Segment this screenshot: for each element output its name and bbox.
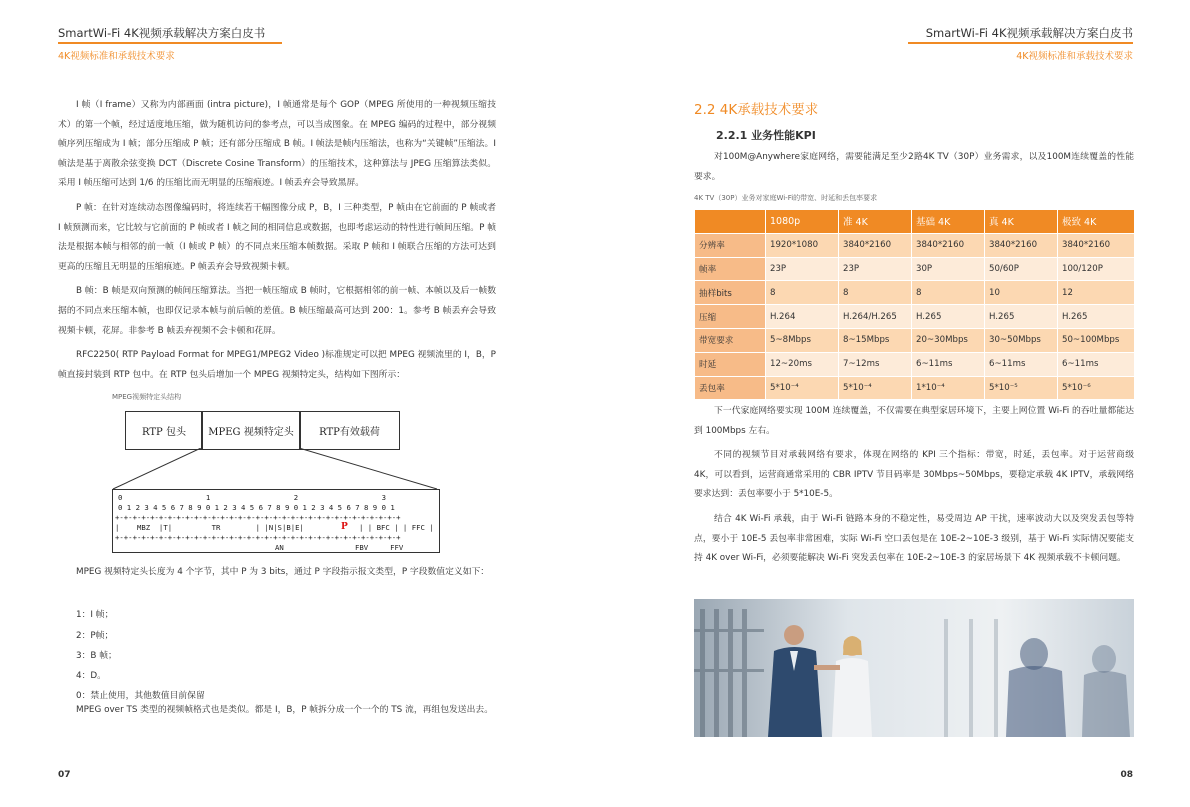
table-cell: 20~30Mbps — [912, 328, 985, 352]
table-header-cell: 真 4K — [985, 210, 1058, 234]
table-header-cell — [695, 210, 766, 234]
right-header-subtitle: 4K视频标准和承载技术要求 — [1016, 51, 1133, 62]
paragraph-coverage: 下一代家庭网络要实现 100M 连续覆盖，不仅需要在典型家居环境下，主要上网位置 Wi-Fi 的吞吐量都能达到 100Mbps 左右。 — [694, 406, 1134, 436]
section-title: 2.2 4K承载技术要求 — [694, 102, 819, 118]
table-cell: 10 — [985, 281, 1058, 305]
paragraph-p-frame: P 帧：在针对连续动态图像编码时，将连续若干幅图像分成 P，B，I 三种类型，P 帧由在它前面的 P 帧或者 I 帧预测而来，它比较与它前面的 P 帧或者 I 帧之间的相同信息或数据，也即考虑运动的特性进行帧间压缩。P 帧法是根据本帧与相邻的前一帧（I 帧或 P 帧）的不同点来压缩本帧数据。采取 P 帧和 I 帧联合压缩的方法可达到更高的压缩且无明显的压缩痕迹。P 帧丢弃会导致视频卡顿。 — [58, 202, 496, 272]
row-label: 抽样bits — [695, 281, 766, 305]
table-row — [695, 305, 1135, 329]
left-body-top — [58, 96, 496, 385]
table-header-row — [695, 210, 1135, 234]
table-row — [695, 257, 1135, 281]
left-header-divider — [58, 42, 282, 44]
rtp-header-box: RTP 包头 — [125, 411, 203, 450]
left-body-bottom — [58, 563, 496, 583]
table-cell: 7~12ms — [839, 352, 912, 376]
table-row — [695, 233, 1135, 257]
table-cell: 8 — [839, 281, 912, 305]
table-cell: 5*10⁻⁴ — [839, 376, 912, 400]
table-cell: 6~11ms — [912, 352, 985, 376]
row-label: 帧率 — [695, 257, 766, 281]
paragraph-kpi: 不同的视频节目对承载网络有要求，体现在网络的 KPI 三个指标：带宽，时延，丢包率。对于运营商级 4K，可以看到，运营商通常采用的 CBR IPTV 节目码率是 30Mbps~50Mbps，要稳定承载 4K IPTV，承载网络要求达到：丢包率要小于 5*10E-5。 — [694, 450, 1134, 500]
table-row — [695, 328, 1135, 352]
table-cell: 6~11ms — [985, 352, 1058, 376]
table-cell: 100/120P — [1058, 257, 1135, 281]
bit-label-fbv-ffv: FBV FFV — [355, 543, 404, 552]
figure-expansion-lines — [110, 448, 440, 490]
table-cell: 3840*2160 — [1058, 233, 1135, 257]
table-row — [695, 281, 1135, 305]
row-label: 带宽要求 — [695, 328, 766, 352]
table-cell: 8 — [912, 281, 985, 305]
bit-fields-b: | | BFC | | FFC | — [359, 523, 434, 532]
table-cell: 5*10⁻⁶ — [1058, 376, 1135, 400]
table-cell: 30~50Mbps — [985, 328, 1058, 352]
row-label: 分辨率 — [695, 233, 766, 257]
intro-paragraph: 对100M@Anywhere家庭网络，需要能满足至少2路4K TV（30P）业务需求，以及100M连续覆盖的性能要求。 — [694, 152, 1134, 182]
row-label: 时延 — [695, 352, 766, 376]
right-page-number: 08 — [1120, 770, 1133, 780]
bit-ruler-tens: 0 1 2 3 — [118, 493, 386, 502]
table-caption: 4K TV（30P）业务对家庭Wi-Fi的带宽、时延和丢包率要求 — [694, 194, 878, 202]
table-cell: 1920*1080 — [766, 233, 839, 257]
kpi-table — [694, 209, 1135, 400]
list-item: 4：D。 — [76, 671, 106, 681]
bit-border-bottom: +-+-+-+-+-+-+-+-+-+-+-+-+-+-+-+-+-+-+-+-+-+-+-+-+-+-+-+-+-+-+-+-+ — [115, 533, 401, 542]
office-people-photo — [694, 599, 1134, 737]
bit-field-p: P — [341, 522, 348, 532]
paragraph-wifi-loss: 结合 4K Wi-Fi 承载，由于 Wi-Fi 链路本身的不稳定性，易受周边 AP 干扰，速率波动大以及突发丢包等特点，要小于 10E-5 丢包率非常困难，实际 Wi-Fi 空口丢包是在 10E-2~10E-3 级别，基于 Wi-Fi 实际情况要能支持 4K over Wi-Fi，必须要能解决 Wi-Fi 突发丢包率在 10E-2~10E-3 的家居场景下 4K 视频承载不卡顿问题。 — [694, 513, 1134, 564]
table-cell: 23P — [839, 257, 912, 281]
left-header-subtitle: 4K视频标准和承载技术要求 — [58, 51, 175, 62]
left-page-number: 07 — [58, 770, 71, 780]
table-cell: 3840*2160 — [912, 233, 985, 257]
row-label: 丢包率 — [695, 376, 766, 400]
table-cell: 5~8Mbps — [766, 328, 839, 352]
rtp-payload-box: RTP有效载荷 — [299, 411, 400, 450]
paragraph-p-field: MPEG 视频特定头长度为 4 个字节，其中 P 为 3 bits，通过 P 字段指示报文类型，P 字段数值定义如下： — [76, 567, 490, 577]
header-bit-diagram — [112, 489, 440, 553]
table-cell: 12~20ms — [766, 352, 839, 376]
table-cell: 30P — [912, 257, 985, 281]
list-item: 1：I 帧； — [76, 610, 114, 620]
table-cell: H.265 — [912, 305, 985, 329]
table-cell: 5*10⁻⁴ — [766, 376, 839, 400]
table-cell: 50~100Mbps — [1058, 328, 1135, 352]
table-cell: H.264/H.265 — [839, 305, 912, 329]
table-header-cell: 1080p — [766, 210, 839, 234]
table-cell: 8 — [766, 281, 839, 305]
table-cell: 6~11ms — [1058, 352, 1135, 376]
table-cell: 5*10⁻⁵ — [985, 376, 1058, 400]
bit-fields-a: | MBZ |T| TR | |N|S|B|E| — [115, 523, 304, 532]
table-row — [695, 376, 1135, 400]
list-item: 3：B 帧； — [76, 651, 117, 661]
right-header-title: SmartWi-Fi 4K视频承载解决方案白皮书 — [925, 26, 1133, 40]
row-label: 压缩 — [695, 305, 766, 329]
figure-caption: MPEG视频特定头结构 — [112, 393, 182, 401]
right-body — [694, 402, 1134, 569]
table-cell: H.264 — [766, 305, 839, 329]
list-item: 0：禁止使用，其他数值目前保留 — [76, 691, 205, 701]
table-cell: 23P — [766, 257, 839, 281]
right-header-divider — [908, 42, 1133, 44]
table-header-cell: 准 4K — [839, 210, 912, 234]
paragraph-mpeg-ts: MPEG over TS 类型的视频帧格式也是类似。都是 I，B，P 帧拆分成一个一个的 TS 流，再组包发送出去。 — [76, 705, 493, 715]
bit-border-top: +-+-+-+-+-+-+-+-+-+-+-+-+-+-+-+-+-+-+-+-+-+-+-+-+-+-+-+-+-+-+-+-+ — [115, 513, 401, 522]
table-header-cell: 基础 4K — [912, 210, 985, 234]
left-header-title: SmartWi-Fi 4K视频承载解决方案白皮书 — [58, 26, 266, 40]
table-cell: H.265 — [1058, 305, 1135, 329]
table-cell: 1*10⁻⁴ — [912, 376, 985, 400]
right-intro-block — [694, 148, 1134, 187]
list-item: 2：P帧； — [76, 631, 114, 641]
table-cell: H.265 — [985, 305, 1058, 329]
left-body-last — [58, 701, 496, 721]
table-cell: 3840*2160 — [839, 233, 912, 257]
bit-label-an: AN — [275, 543, 284, 552]
table-cell: 12 — [1058, 281, 1135, 305]
table-cell: 8~15Mbps — [839, 328, 912, 352]
paragraph-i-frame: I 帧（I frame）又称为内部画面 (intra picture)，I 帧通常是每个 GOP（MPEG 所使用的一种视频压缩技术）的第一个帧，经过适度地压缩，做为随机访问的参考点，可以当成图象。在 MPEG 编码的过程中，部分视频帧序列压缩成为 I 帧；部分压缩成 P 帧；还有部分压缩成 B 帧。I 帧法是帧内压缩法，也称为“关键帧”压缩法。I 帧法是基于离散余弦变换 DCT（Discrete Cosine Transform）的压缩技术，这种算法与 JPEG 压缩算法类似。采用 I 帧压缩可达到 1/6 的压缩比而无明显的压缩痕迹。I 帧丢弃会导致黑屏。 — [58, 100, 496, 189]
table-row — [695, 352, 1135, 376]
paragraph-rfc2250: RFC2250( RTP Payload Format for MPEG1/MPEG2 Video )标准规定可以把 MPEG 视频流里的 I，B，P 帧直接封装到 RTP 包中。在 RTP 包头后增加一个 MPEG 视频特定头，结构如下图所示： — [58, 350, 496, 380]
table-cell: 3840*2160 — [985, 233, 1058, 257]
paragraph-b-frame: B 帧：B 帧是双向预测的帧间压缩算法。当把一帧压缩成 B 帧时，它根据相邻的前一帧、本帧以及后一帧数据的不同点来压缩本帧，也即仅记录本帧与前后帧的差值。B 帧压缩最高可达到 200：1。参考 B 帧丢弃会导致视频卡顿，花屏。非参考 B 帧丢弃视频不会卡顿和花屏。 — [58, 286, 496, 336]
mpeg-header-box: MPEG 视频特定头 — [201, 411, 301, 450]
subsection-title: 2.2.1 业务性能KPI — [716, 129, 816, 142]
table-cell: 50/60P — [985, 257, 1058, 281]
bit-ruler-units: 0 1 2 3 4 5 6 7 8 9 0 1 2 3 4 5 6 7 8 9 0 1 2 3 4 5 6 7 8 9 0 1 — [118, 503, 395, 512]
table-header-cell: 极致 4K — [1058, 210, 1135, 234]
